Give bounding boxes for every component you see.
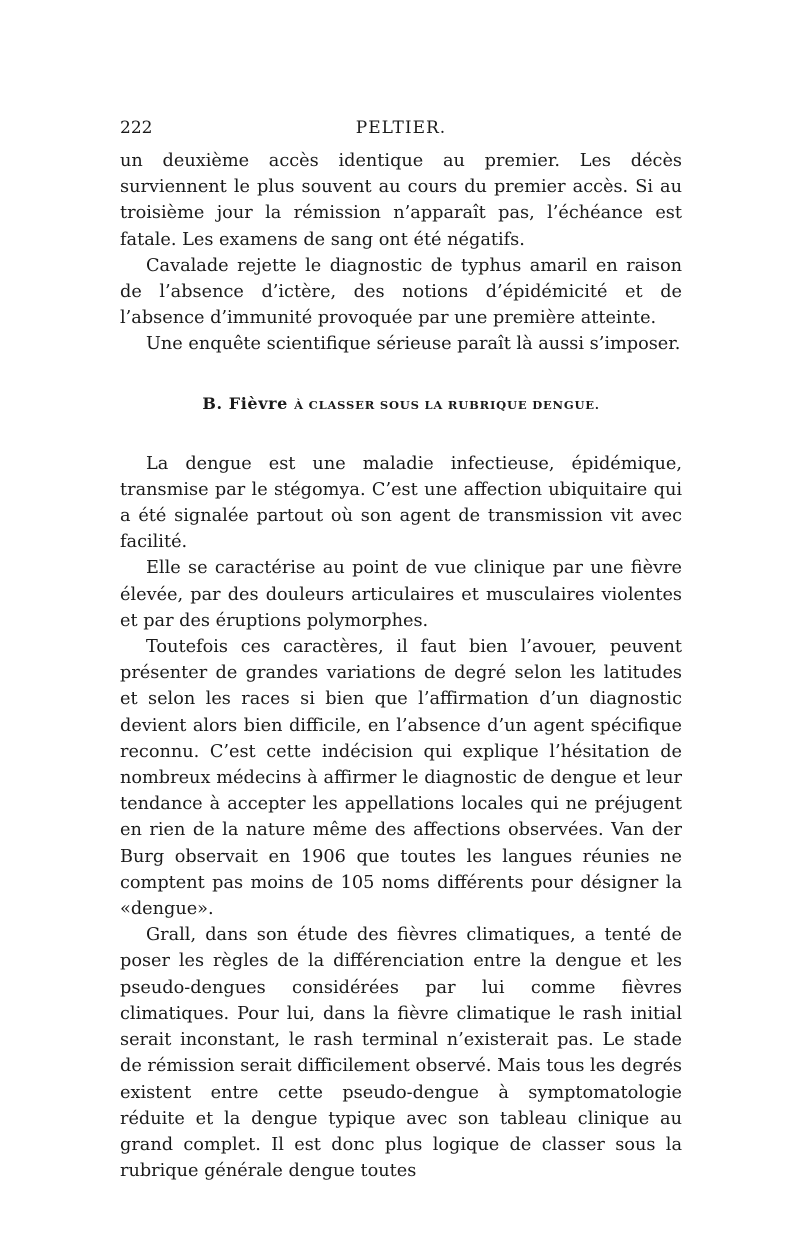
paragraph-variations: Toutefois ces caractères, il faut bien l’avouer, peuvent présenter de grandes variations de degré selon les latitudes et selon les races si bien que l’affirmation d’un diagnostic devient alors bien difficile, en l’absence d’un agent spécifique reconnu. C’est cette indécision qui explique l’hésitation de nombreux médecins à affirmer le diagnostic de dengue et leur tendance à accepter les appellations locales qui ne préjugent en rien de la nature même des affections observées. Van der Burg observait en 1906 que toutes les langues réunies ne comptent pas moins de 105 noms différents pour désigner la «dengue». — [120, 637, 682, 920]
running-head — [120, 118, 682, 148]
page-number: 222 — [120, 118, 153, 138]
paragraph-continuation: un deuxième accès identique au premier. Les décès surviennent le plus souvent au cours du premier accès. Si au troisième jour la rémission n’apparaît pas, l’échéance est fatale. Les examens de sang ont été négatifs. — [120, 151, 682, 250]
running-title: PELTIER. — [355, 118, 447, 138]
section-heading — [120, 392, 682, 417]
section-label: B. — [202, 393, 223, 413]
book-page — [120, 118, 682, 1184]
paragraph-dengue-definition: La dengue est une maladie infectieuse, épidémique, transmise par le stégomya. C’est une affection ubiquitaire qui a été signalée partout où son agent de transmission vit avec facilité. — [120, 453, 682, 553]
paragraph-clinical: Elle se caractérise au point de vue clinique par une fièvre élevée, par des douleurs articulaires et musculaires violentes et par des éruptions polymorphes. — [120, 558, 682, 631]
section-title-rest: À CLASSER SOUS LA RUBRIQUE DENGUE. — [294, 397, 600, 412]
section-title-initial: Fièvre — [228, 393, 288, 413]
paragraph-enquete: Une enquête scientifique sérieuse paraît là aussi s’imposer. — [146, 334, 681, 355]
paragraph-grall: Grall, dans son étude des fièvres climatiques, a tenté de poser les règles de la différenciation entre la dengue et les pseudo-dengues considérées par lui comme fièvres climatiques. Pour lui, dans la fièvre climatique le rash initial serait inconstant, le rash terminal n’existerait pas. Le stade de rémission serait difficilement observé. Mais tous les degrés existent entre cette pseudo-dengue à symptomatologie réduite et la dengue typique avec son tableau clinique au grand complet. Il est donc plus logique de classer sous la rubrique générale dengue toutes — [120, 925, 682, 1182]
paragraph-cavalade: Cavalade rejette le diagnostic de typhus amaril en raison de l’absence d’ictère, des notions d’épidémicité et de l’absence d’immunité provoquée par une première atteinte. — [120, 255, 682, 329]
